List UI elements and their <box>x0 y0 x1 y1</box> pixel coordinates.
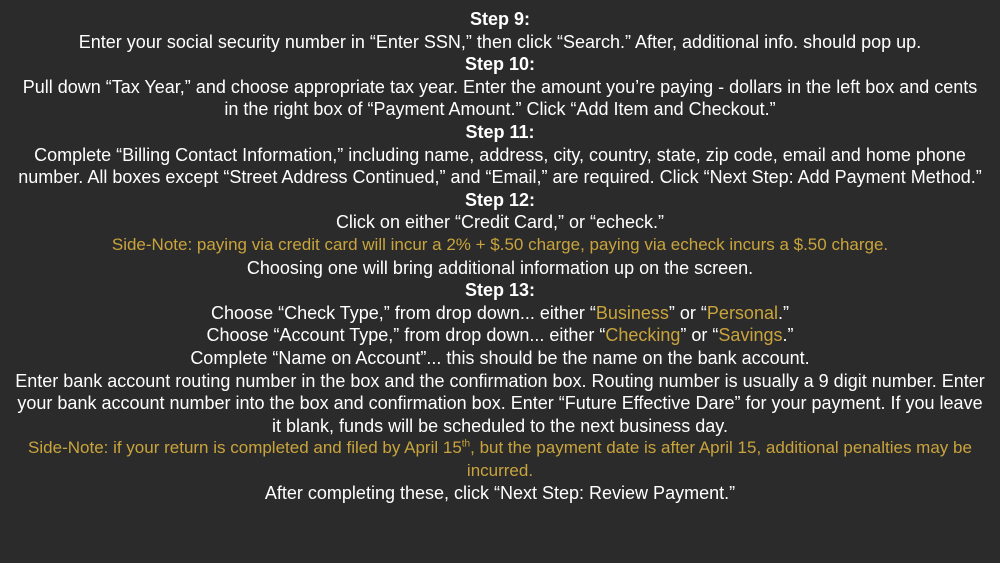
step-12-after-text: Choosing one will bring additional information up on the screen. <box>246 257 754 278</box>
step-13-side-note <box>14 437 986 482</box>
check-type-end: .” <box>777 302 789 323</box>
note-prefix: Side-Note: if your return is completed and filed by April 15 <box>28 438 462 458</box>
step-11-heading: Step 11: <box>465 121 535 142</box>
account-type-end: .” <box>782 325 794 346</box>
account-type-savings: Savings <box>718 325 783 346</box>
step-9-heading: Step 9: <box>469 9 530 29</box>
step-12-side-note: Side-Note: paying via credit card will incur a 2% + $.50 charge, paying via echeck incurs a $.50 charge. <box>111 234 889 254</box>
account-type-line <box>14 324 986 347</box>
step-12-heading: Step 12: <box>464 189 536 210</box>
step-12-text: Click on either “Credit Card,” or “echeck.” <box>335 212 665 233</box>
name-on-account-line: Complete “Name on Account”... this should be the name on the bank account. <box>190 347 810 368</box>
account-type-or: ” or “ <box>680 325 719 346</box>
check-type-or: ” or “ <box>668 302 707 323</box>
note-superscript: th <box>461 438 471 450</box>
step-13-final-text: After completing these, click “Next Step: Review Payment.” <box>264 483 736 504</box>
step-13-heading: Step 13: <box>464 280 536 301</box>
check-type-prefix: Choose “Check Type,” from drop down... either “ <box>211 302 596 323</box>
account-type-checking: Checking <box>605 325 681 346</box>
account-type-prefix: Choose “Account Type,” from drop down... either “ <box>206 325 606 346</box>
step-10-heading: Step 10: <box>464 54 536 75</box>
step-11-text: Complete “Billing Contact Information,” including name, address, city, country, state, zip code, email and home phone number. All boxes except “Street Address Continued,” and “Email,” are required. Click “Next Step: Add Payment Method.” <box>18 144 982 188</box>
note-suffix: , but the payment date is after April 15, additional penalties may be incurred. <box>466 438 972 480</box>
check-type-business: Business <box>595 302 669 323</box>
routing-instructions: Enter bank account routing number in the box and the confirmation box. Routing number is usually a 9 digit number. Enter your bank account number into the box and confirmation box. Enter “Future Effective Dare” for your payment. If you leave it blank, funds will be scheduled to the next business day. <box>15 370 985 436</box>
check-type-line <box>14 302 986 325</box>
step-10-text: Pull down “Tax Year,” and choose appropriate tax year. Enter the amount you’re paying - dollars in the left box and cents in the right box of “Payment Amount.” Click “Add Item and Checkout.” <box>22 76 978 120</box>
check-type-personal: Personal <box>706 302 778 323</box>
step-9-text: Enter your social security number in “Enter SSN,” then click “Search.” After, additional info. should pop up. <box>78 31 922 52</box>
